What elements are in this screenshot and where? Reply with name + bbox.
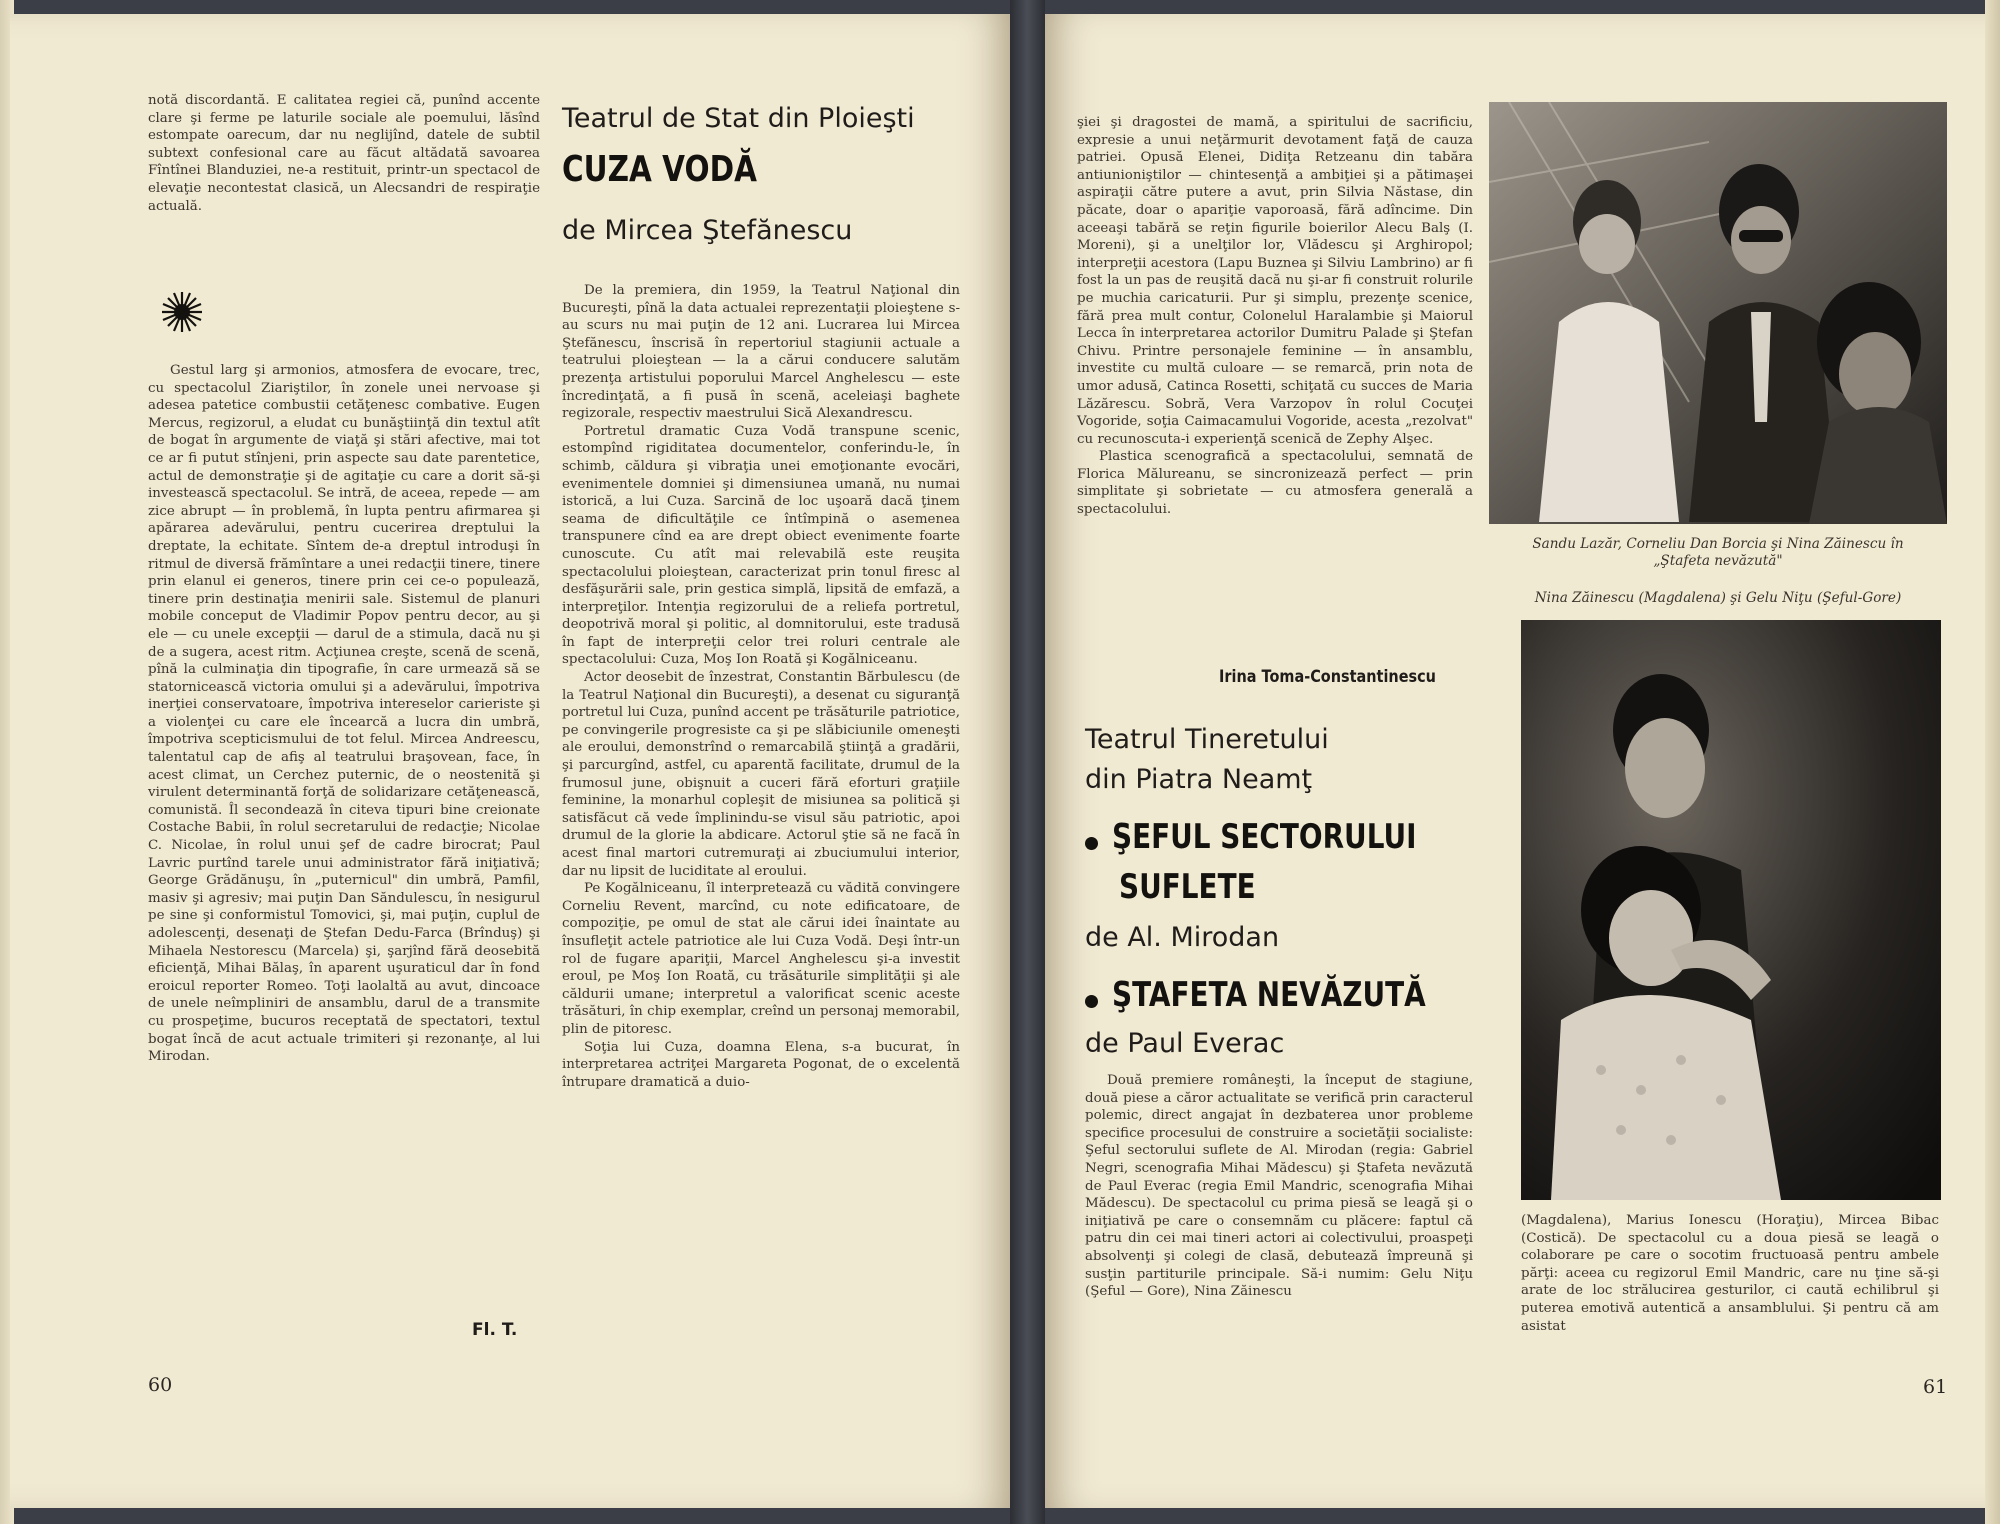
article-author: de Mircea Ştefănescu — [562, 215, 853, 246]
left-signature: Fl. T. — [472, 1320, 518, 1340]
article-theatre-piatra-neamt — [1085, 720, 1485, 1064]
right-continuation-column — [1077, 114, 1473, 519]
photo-magdalena-gore — [1521, 620, 1941, 1200]
article2-author1: de Al. Mirodan — [1085, 922, 1280, 953]
book-gutter — [1010, 0, 1045, 1524]
ploiesti-paragraph-2: Portretul dramatic Cuza Vodă transpune scenic, estompînd rigiditatea documentelor, conferindu-le, în schimb, căldura şi vibraţia unei emoţionante evocări, evenimentele domniei şi dimensiunea umană, nu numai istorică, a lui Cuza. Sarcină de loc uşoară dacă ţinem seama de dificultăţile ce întîmpină o asemenea transpunere cînd ea are drept obiect evenimente foarte cunoscute. Cu atît mai relevabilă este reuşita spectacolului ploieştean, caracterizat prin tonul firesc al desfăşurării sale, prin gestica simplă, lipsită de emfază, a interpreţilor. Intenţia regizorului de a reliefa portretul, deopotrivă moral şi politic, al domnitorului, este tradusă în fapt de interpreţii celor trei roluri centrale ale spectacolului: Cuza, Moş Ion Roată şi Kogălniceanu. — [562, 423, 960, 668]
ploiesti-paragraph-4: Pe Kogălniceanu, îl interpretează cu vădită convingere Corneliu Revent, marcînd, cu note edificatoare, de compoziţie, pe omul de stat ale cărui idei înaintate au însufleţit actele patriotice ale lui Cuza Vodă. Deşi într-un rol de fugare apariţii, Marcel Anghelescu şi-a investit eroul, pe Moş Ion Roată, cu trăsăturile simplităţii şi ale căldurii umane; interpretul a valorificat scenic aceste trăsături, în chip exemplar, creînd un personaj memorabil, plin de pitoresc. — [562, 881, 960, 1037]
piatra-neamt-review-column-2 — [1521, 1212, 1939, 1335]
left-column-main — [148, 362, 540, 1066]
article2-play2-title: ŞTAFETA NEVĂZUTĂ — [1112, 975, 1426, 1015]
ploiesti-paragraph-5: Soţia lui Cuza, doamna Elena, s-a bucurat, în interpretarea actriţei Margareta Pogonat, de o excelentă întrupare dramatică a duio- — [562, 1039, 960, 1090]
article2-play1-line2: SUFLETE — [1119, 867, 1256, 907]
article2-theatre-line1: Teatrul Tineretului — [1085, 724, 1329, 755]
article2-play1-line1: ŞEFUL SECTORULUI — [1112, 817, 1417, 857]
left-column-main-paragraph: Gestul larg şi armonios, atmosfera de evocare, trec, cu spectacolul Ziariştilor, în zonele unei nervoase şi adesea patetice combustii cetăţenesc combative. Eugen Mercus, regizorul, a eludat cu bunăştiinţă din textul atît de bogat în argumente de viaţă şi stări afective, mai tot ce ar fi putut stînjeni, prin aspecte sau date parentetice, actul de demonstraţie şi de agitaţie cu care a dorit să-şi investească spectacolul. Se intră, de aceea, repede — am zice abrupt — în problemă, în lupta pentru afirmarea şi apărarea adevărului, pentru cucerirea dreptului la dreptate, la echitate. Sîntem de-a dreptul introduşi în ritmul de diversă frămîntare a unei redacţii tinere, tinere prin elanul ei generos, tinere prin cei ce-o populează, tinere prin destinaţia menirii sale. Sistemul de planuri mobile conceput de Vladimir Popov pentru decor, au şi ele — cu unele excepţii — darul de a stimula, dacă nu şi de a sugera, acest ritm. Acţiunea creşte, scenă de scenă, pînă la culminaţia din tipografie, în care urmează să se statornicească victoria omului şi a adevărului, împotriva inerţiei conservatoare, împotriva intereselor carieriste şi a violenţei cu care ele încearcă a lucra din umbră, împotriva scepticismului de tot felul. Mircea Andreescu, talentatul cap de afiş al teatrului braşovean, face, în acest climat, un Cerchez puternic, de o neostenită şi virulent determinantă forţă de solidarizare cetăţenească, comunistă. Îl secondează în citeva tipuri bine creionate Costache Babii, în rolul secretarului de redacţie; Nicolae C. Nicolae, în rolul unui şef de cadre birocrat; Paul Lavric purtînd tarele unui administrator fără iniţiativă; George Grădănuşu, în „puternicul" din umbră, Pamfil, masiv şi agresiv; mai puţin Dan Săndulescu, în nesigurul pe sine şi conformistul Tomovici, şi, mai puţin, cuplul de adolescenţi, desenaţi de Ştefan Dedu-Farca (Brînduş) şi Mihaela Nestorescu (Marcela) şi, şarjînd fără deosebită eficienţă, Mihai Bălaş, în aparent uşuraticul dar în fond eroicul reporter Romeo. Toţi laolaltă au avut, dincoace de unele neîmpliniri de ansamblu, darul de a transmite cu prospeţime, bucuros receptată de spectatori, textul bogat încă de acut actuale trimiteri şi rezonanţe, al lui Mirodan. — [148, 363, 540, 1065]
bullet-icon — [1085, 995, 1098, 1008]
photo-caption-2: Nina Zăinescu (Magdalena) şi Gelu Niţu (Şeful-Gore) — [1534, 590, 1902, 606]
right-signature: Irina Toma-Constantinescu — [1219, 667, 1436, 687]
ploiesti-review-column — [562, 282, 960, 1091]
sun-ornament-icon — [160, 290, 204, 334]
page-number-left: 60 — [148, 1374, 173, 1396]
ploiesti-paragraph-1: De la premiera, din 1959, la Teatrul Naţional din Bucureşti, pînă la data actualei reprezentaţii ploieştene s-au scurs nu mai puţin de 12 ani. Lucrarea lui Mircea Ştefănescu, înscrisă în repertoriul stagiunii actuale a teatrului ploieştean — la a cărui conducere salutăm prezenţa artistului poporului Marcel Anghelescu — este încredinţată, a fi pusă în scenă, aceleiaşi baghete regizorale, respectiv maestrului Sică Alexandrescu. — [562, 283, 960, 422]
piatra-neamt-review-column — [1085, 1072, 1473, 1301]
page-number-right: 61 — [1923, 1376, 1948, 1398]
article2-theatre-line2: din Piatra Neamţ — [1085, 764, 1313, 795]
left-page — [10, 14, 1010, 1508]
right-page-edge — [1985, 0, 2000, 1524]
photo-stafeta-scene — [1489, 102, 1947, 524]
continuation-paragraph-2: Plastica scenografică a spectacolului, semnată de Florica Mălureanu, se sincronizează perfect — prin simplitate şi sobrietate — cu atmosfera generală a spectacolului. — [1077, 449, 1473, 518]
ploiesti-paragraph-3: Actor deosebit de înzestrat, Constantin Bărbulescu (de la Teatrul Naţional din Bucureşti), a desenat cu siguranţă portretul lui Cuza, punînd accent pe trăsăturile patriotice, pe convingerile progresiste ca şi pe slăbiciunile omeneşti ale eroului, demonstrînd o remarcabilă ştiinţă a gradării, şi parcurgînd, astfel, cu aparentă facilitate, drumul de la frumosul june, obişnuit a cuceri fără eforturi graţiile feminine, la monarhul copleşit de misiunea sa politică şi satisfăcut că vede împlinindu-se visul său patriotic, apoi drumul de la glorie la abdicare. Actorul ştie să ne facă în acest final martori cutremuraţi ai zbuciumului interior, dar nu lipsit de luciditate al eroului. — [562, 670, 960, 879]
continuation-paragraph-1: şiei şi dragostei de mamă, a spiritului de sacrificiu, expresie a unui neţărmurit devotament faţă de cauza patriei. Opusă Elenei, Didiţa Retzeanu din tabăra antiunioniştilor — chintesenţă a ambiţiei şi a pătimaşei aspiraţii către putere a avut, prin Silvia Năstase, din păcate, doar o apariţie vaporoasă, fără adîncime. Din aceeaşi tabără se reţin figurile boierilor Alecu Balş (I. Moreni), şi a unelţilor lor, Vlădescu şi Arghiropol; interpreţii acestora (Lapu Buznea şi Silviu Lambrino) ar fi fost la un pas de reuşită dacă nu şi-ar fi construit rolurile pe muchia caricaturii. Pur şi simplu, prezenţe scenice, fără prea mult contur, Colonelul Haralambie şi Maiorul Lecca în interpretarea actorilor Dumitru Palade şi Ştefan Chivu. Printre personajele feminine — în ansamblu, investite cu multă culoare — se remarcă, prin nota de umor adusă, Catinca Rosetti, schiţată cu succes de Maria Lăzărescu. Sobră, Vera Varzopov în rolul Cocuţei Vogoride, soţia Caimacamului Vogoride, acesta „rezolvat" cu recunoscuta-i experienţă scenică de Zephy Alşec. — [1077, 115, 1473, 447]
article-theatre-ploiesti — [562, 102, 982, 248]
article-theatre-name: Teatrul de Stat din Ploieşti — [562, 103, 915, 134]
right-page — [1045, 14, 1985, 1508]
left-column-top — [148, 92, 540, 215]
photo-caption-1: Sandu Lazăr, Corneliu Dan Borcia şi Nina Zăinescu în „Ştafeta nevăzută" — [1532, 536, 1904, 569]
bullet-icon — [1085, 837, 1098, 850]
piatra-neamt-paragraph-1: Două premiere româneşti, la început de stagiune, două piese a căror actualitate se verifică prin caracterul polemic, direct angajat în dezbaterea unor probleme specifice procesului de construire a societăţii socialiste: Şeful sectorului suflete de Al. Mirodan (regia: Gabriel Negri, scenografia Mihai Mădescu) şi Ştafeta nevăzută de Paul Everac (regia Emil Mandric, scenografia Mihai Mădescu). De spectacolul cu prima piesă se leagă şi o iniţiativă pe care o consemnăm cu plăcere: faptul că patru din cei mai tineri actori ai colectivului, proaspeţi absolvenţi şi colegi de clasă, debutează împreună şi susţin partiturile principale. Să-i numim: Gelu Niţu (Şeful — Gore), Nina Zăinescu — [1085, 1073, 1473, 1300]
article-play-title: CUZA VODĂ — [562, 149, 757, 190]
piatra-neamt-paragraph-2: (Magdalena), Marius Ionescu (Horaţiu), Mircea Bibac (Costică). De spectacolul cu a doua piesă se leagă o colaborare pe care o socotim fructuoasă pentru ambele părţi: aceea cu regizorul Emil Mandric, care nu ţine să-şi arate de loc strălucirea gesturilor, ci caută echilibrul şi puterea emotivă autentică a ansamblului. Şi pentru că am asistat — [1521, 1213, 1939, 1334]
article2-author2: de Paul Everac — [1085, 1028, 1285, 1059]
left-column-top-paragraph: notă discordantă. E calitatea regiei că, punînd accente clare şi ferme pe laturile sociale ale poemului, lăsînd estompate oarecum, dar nu neglijînd, datele de subtil subtext confesional care au făcut altădată savoarea Fîntînei Blanduziei, ne-a restituit, printr-un spectacol de elevaţie necontestat clasică, un Alecsandri de respiraţie actuală. — [148, 93, 540, 214]
